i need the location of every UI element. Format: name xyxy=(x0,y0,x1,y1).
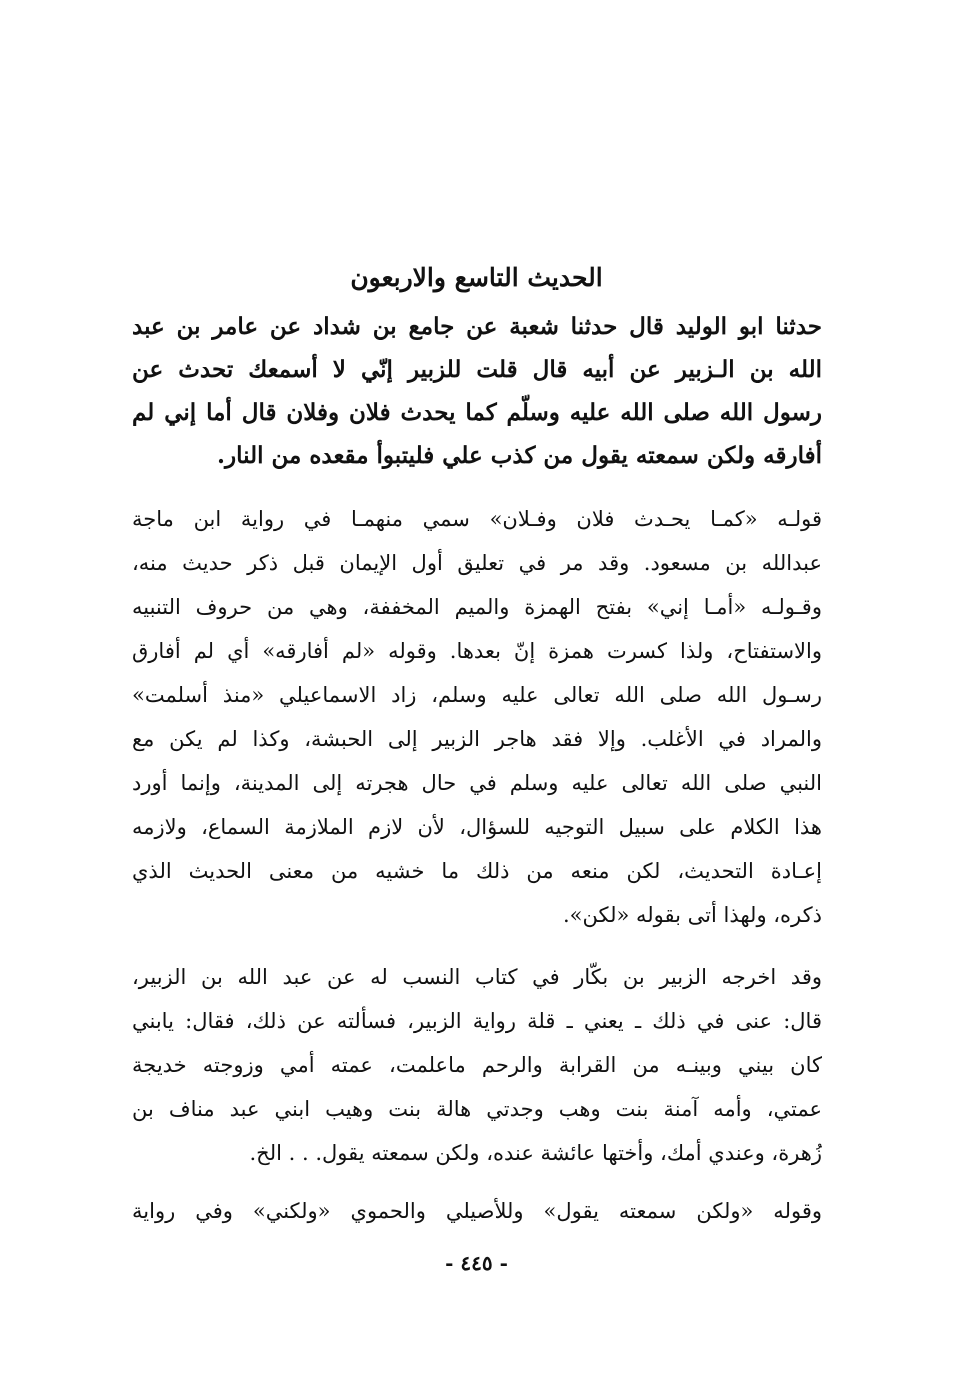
hadith-line: حدثنا ابو الوليد قال حدثنا شعبة عن جامع بن شداد عن عامر بن عبد xyxy=(132,313,822,340)
hadith-text xyxy=(132,305,822,477)
text-line: وقـولـه «أمـا إني» بفتح الهمزة والميم المخففة، وهي من حروف التنبيه xyxy=(132,595,822,619)
hadith-line: أفارقه ولكن سمعته يقول من كذب علي فليتبوأ مقعده من النار. xyxy=(217,442,822,469)
text-line: كان بيني وبينـه من القرابة والرحم ماعلمت، عمته أمي وزوجته خديجة xyxy=(132,1053,822,1077)
text-line: زُهرة، وعندي أمك، وأختها عائشة عنده، ولكن سمعته يقول. . . الخ. xyxy=(249,1141,822,1165)
commentary-paragraph-3 xyxy=(132,1189,822,1233)
text-line: رسـول الله صلى الله تعالى عليه وسلم، زاد الاسماعيلي «منذ أسلمت» xyxy=(132,683,822,707)
text-line: إعـادة التحديث، لكن منعه من ذلك ما خشيه من معنى الحديث الذي xyxy=(132,859,822,883)
text-line: هذا الكلام على سبيل التوجيه للسؤال، لأن لازم الملازمة السماع، ولازمه xyxy=(132,815,822,839)
text-line: والمراد في الأغلب. وإلا فقد هاجر الزبير إلى الحبشة، وكذا لم يكن مع xyxy=(132,727,822,751)
text-line: ذكره، ولهذا أتى بقوله «لكن». xyxy=(562,903,822,927)
text-line: وقد اخرجه الزبير بن بكّار في كتاب النسب له عن عبد الله بن الزبير، xyxy=(132,965,822,989)
hadith-line: رسول الله صلى الله عليه وسلّم كما يحدث فلان وفلان قال أما إني لم xyxy=(132,399,822,426)
text-line: عمتي، وأمه آمنة بنت وهب وجدتي هالة بنت وهيب ابني عبد مناف بن xyxy=(132,1097,822,1121)
text-line: وقوله «ولكن سمعته يقول» وللأصيلي والحموي «ولكني» وفي رواية xyxy=(132,1199,822,1223)
text-line: قولـه «كمـا يحـدث فلان وفـلان» سمي منهمـا في رواية ابن ماجة xyxy=(132,507,822,531)
commentary-paragraph-2 xyxy=(132,955,822,1175)
page-number: - ٤٤٥ - xyxy=(445,1251,508,1275)
chapter-heading: الحديث التاسع والاربعون xyxy=(350,263,603,292)
text-line: عبدالله بن مسعود. وقد مر في تعليق أول الإيمان قبل ذكر حديث منه، xyxy=(132,551,822,575)
text-line: قال: عنى في ذلك ـ يعني ـ قلة رواية الزبير، فسألته عن ذلك، فقال: يابني xyxy=(132,1009,822,1033)
text-line: والاستفتاح، ولذا كسرت همزة إنّ بعدها. وقوله «لم أفارقه» أي لم أفارق xyxy=(132,639,822,663)
hadith-line: الله بن الـزبير عن أبيه قال قلت للزبير إنّي لا أسمعك تحدث عن xyxy=(132,356,822,383)
text-line: النبي صلى الله تعالى عليه وسلم في حال هجرته إلى المدينة، وإنما أورد xyxy=(132,771,822,795)
commentary-paragraph-1 xyxy=(132,497,822,937)
